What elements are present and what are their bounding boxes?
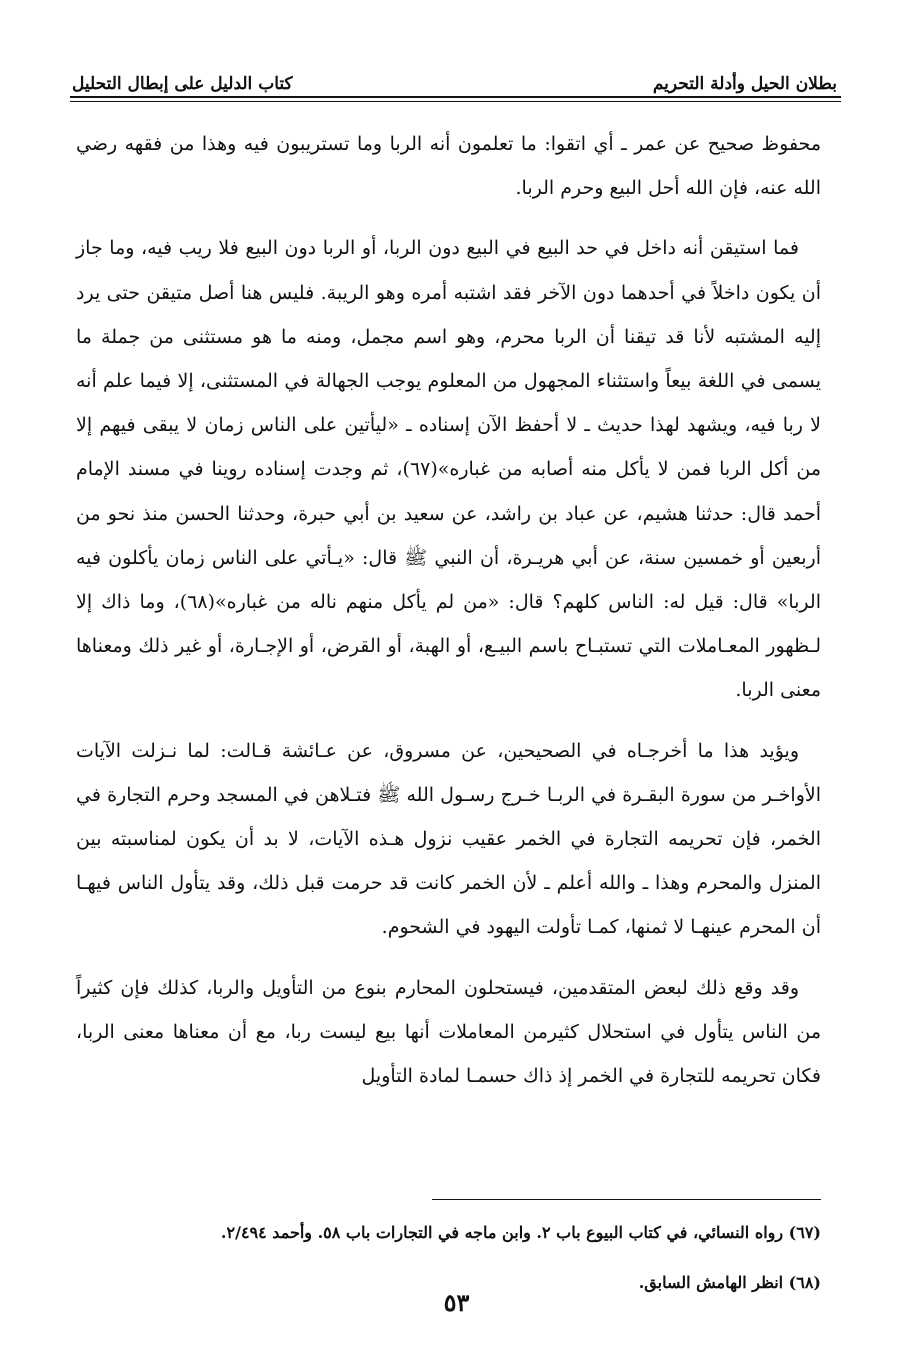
- header-section-title: بطلان الحيل وأدلة التحريم: [652, 74, 837, 94]
- footnote: (٦٨) انظر الهامش السابق.: [638, 1273, 821, 1292]
- paragraph: فما استيقن أنه داخل في حد البيع في البيع دون الربا، أو الربا دون البيع فلا ريب فيه، وما جاز أن يكون داخلاً في أحدهما دون الآخر فقد اشتبه أمره وهو الريبة. فليس هنا أصل متيقن حتى يرد إليه المشتبه لأنا قد تيقنا أن الربا محرم، وهو اسم مجمل، ومنه ما هو مستثنى من جملة ما يسمى في اللغة بيعاً واستثناء المجهول من المعلوم يوجب الجهالة في المستثنى، إلا فيما علم أنه لا ربا فيه، ويشهد لهذا حديث ـ لا أحفظ الآن إسناده ـ «ليأتين على الناس زمان لا يبقى فيهم إلا من أكل الربا فمن لا يأكل منه أصابه من غباره»(٦٧)، ثم وجدت إسناده روينا في مسند الإمام أحمد قال: حدثنا هشيم، عن عباد بن راشد، عن سعيد بن أبي حبرة، وحدثنا الحسن منذ نحو من أربعين أو خمسين سنة، عن أبي هريـرة، أن النبي ﷺ قال: «يـأتي على الناس زمان يأكلون فيه الربا» قال: قيل له: الناس كلهم؟ قال: «من لم يأكل منهم ناله من غباره»(٦٨)، وما ذاك إلا لـظهور المعـاملات التي تستبـاح باسم البيـع، أو الهبة، أو القرض، أو الإجـارة، أو غير ذلك ومعناها معنى الربا.: [76, 237, 821, 702]
- footnote-rule: [432, 1199, 821, 1200]
- main-text: [76, 122, 821, 1098]
- paragraph: ويؤيد هذا ما أخرجـاه في الصحيحين، عن مسروق، عن عـائشة قـالت: لما نـزلت الآيات الأواخـر من سورة البقـرة في الربـا خـرج رسـول الله ﷺ فتـلاهن في المسجد وحرم التجارة في الخمر، فإن تحريمه التجارة في الخمر عقيب نزول هـذه الآيات، لا بد أن يكون لمناسبته بين المنزل والمحرم وهذا ـ والله أعلم ـ لأن الخمر كانت قد حرمت قبل ذلك، وقد يتأول الناس فيهـا أن المحرم عينهـا لا ثمنها، كمـا تأولت اليهود في الشحوم.: [76, 739, 821, 939]
- running-header: [72, 58, 837, 94]
- header-rule: [70, 96, 841, 102]
- paragraph: وقد وقع ذلك لبعض المتقدمين، فيستحلون المحارم بنوع من التأويل والربا، كذلك فإن كثيراً من الناس يتأول في استحلال كثيرمن المعاملات أنها بيع ليست ربا، مع أن معناها معنى الربا، فكان تحريمه للتجارة في الخمر إذ ذاك حسمـا لمادة التأويل: [76, 976, 821, 1088]
- header-book-title: كتاب الدليل على إبطال التحليل: [72, 74, 293, 94]
- footnote: (٦٧) رواه النسائي، في كتاب البيوع باب ٢. وابن ماجه في التجارات باب ٥٨. وأحمد ٢/٤٩٤.: [220, 1223, 821, 1242]
- page-number: ٥٣: [443, 1288, 470, 1317]
- paragraph: محفوظ صحيح عن عمر ـ أي اتقوا: ما تعلمون أنه الربا وما تستريبون فيه وهذا من فقهه رضي الله عنه، فإن الله أحل البيع وحرم الربا.: [76, 133, 821, 200]
